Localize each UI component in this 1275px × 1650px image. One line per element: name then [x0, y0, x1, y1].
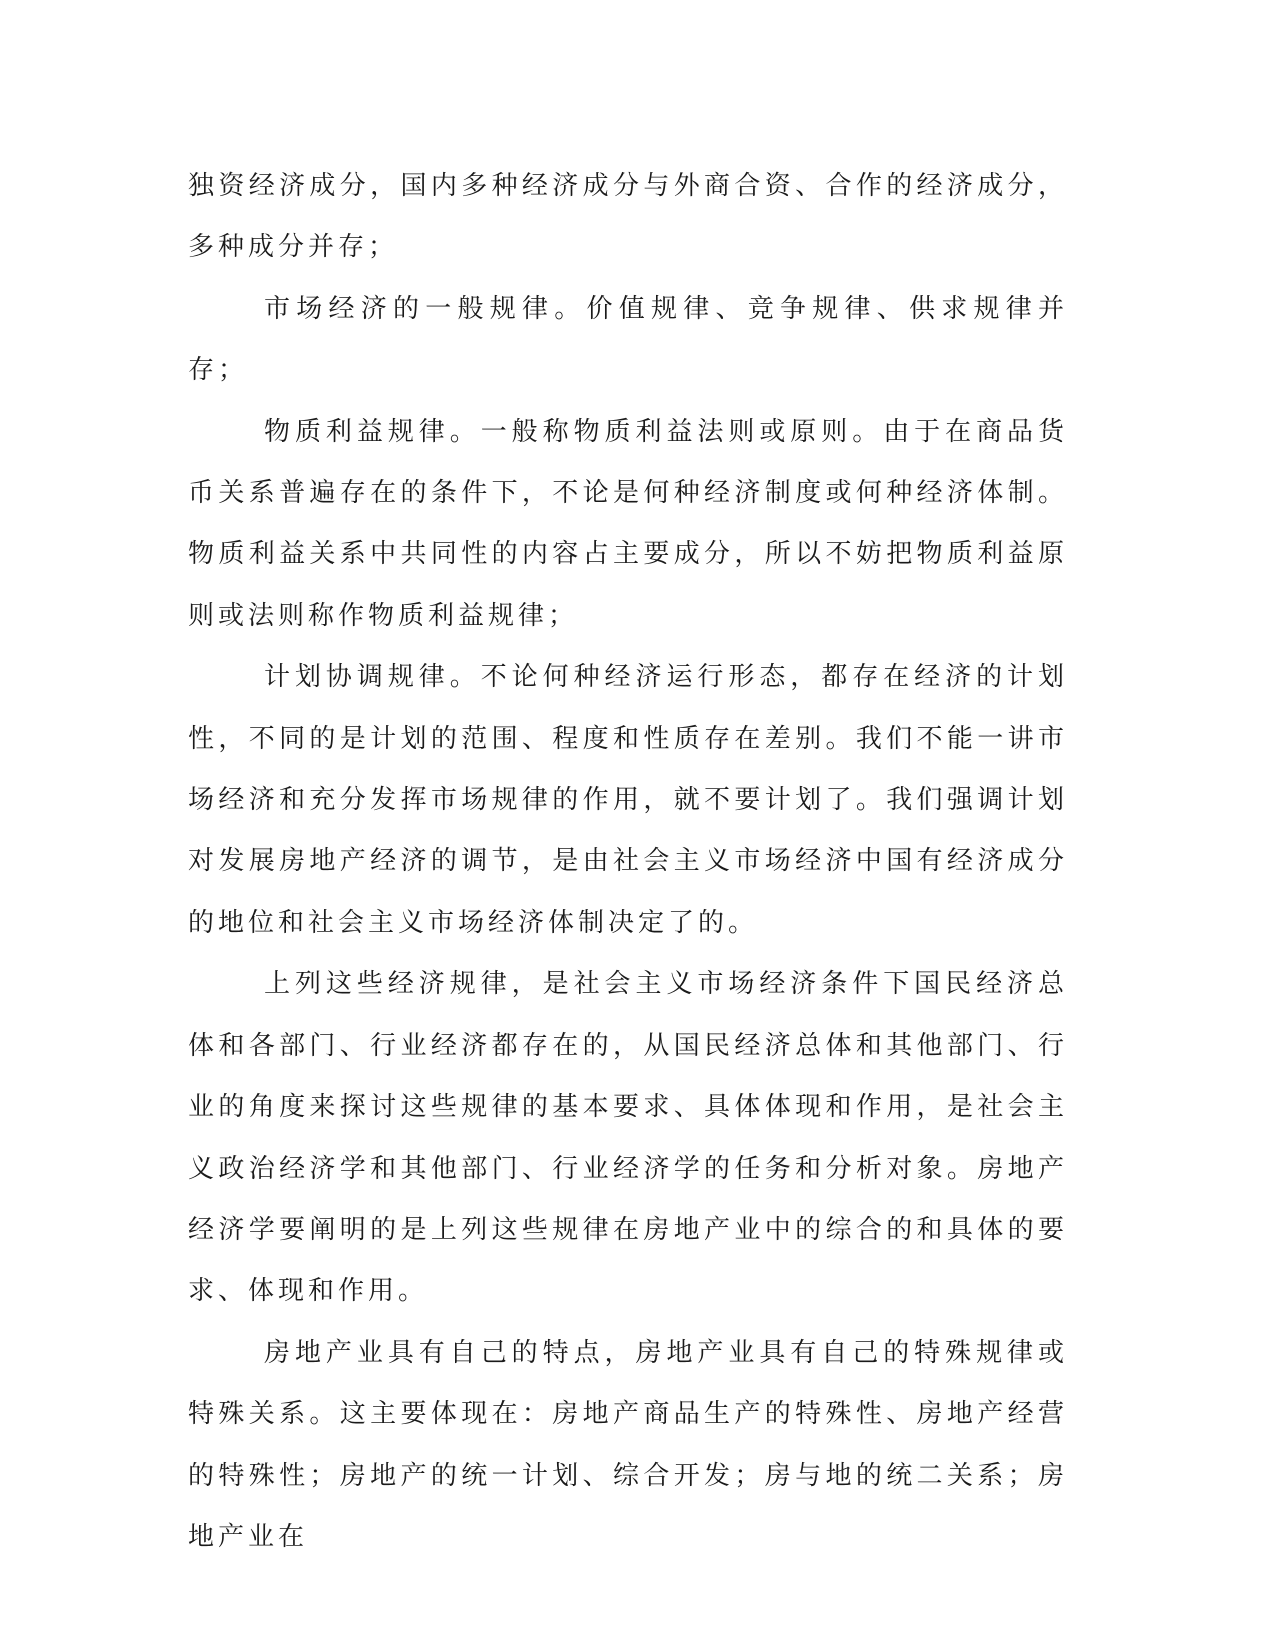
paragraph-2: 市场经济的一般规律。价值规律、竞争规律、供求规律并存；: [188, 293, 1068, 386]
paragraph-4: 计划协调规律。不论何种经济运行形态，都存在经济的计划性，不同的是计划的范围、程度和性质存在差别。我们不能一讲市场经济和充分发挥市场规律的作用，就不要计划了。我们强调计划对发展房地产经济的调节，是由社会主义市场经济中国有经济成分的地位和社会主义市场经济体制决定了的。: [188, 662, 1068, 938]
paragraph-3: 物质利益规律。一般称物质利益法则或原则。由于在商品货币关系普遍存在的条件下，不论是何种经济制度或何种经济体制。物质利益关系中共同性的内容占主要成分，所以不妨把物质利益原则或法则称作物质利益规律；: [188, 416, 1068, 631]
paragraph-6: 房地产业具有自己的特点，房地产业具有自己的特殊规律或特殊关系。这主要体现在：房地产商品生产的特殊性、房地产经营的特殊性；房地产的统一计划、综合开发；房与地的统二关系；房地产业在: [188, 1337, 1068, 1552]
document-body: [188, 156, 1068, 1568]
paragraph-1: 独资经济成分，国内多种经济成分与外商合资、合作的经济成分，多种成分并存；: [188, 171, 1068, 263]
paragraph-5: 上列这些经济规律，是社会主义市场经济条件下国民经济总体和各部门、行业经济都存在的，从国民经济总体和其他部门、行业的角度来探讨这些规律的基本要求、具体体现和作用，是社会主义政治经济学和其他部门、行业经济学的任务和分析对象。房地产经济学要阐明的是上列这些规律在房地产业中的综合的和具体的要求、体现和作用。: [188, 969, 1068, 1307]
